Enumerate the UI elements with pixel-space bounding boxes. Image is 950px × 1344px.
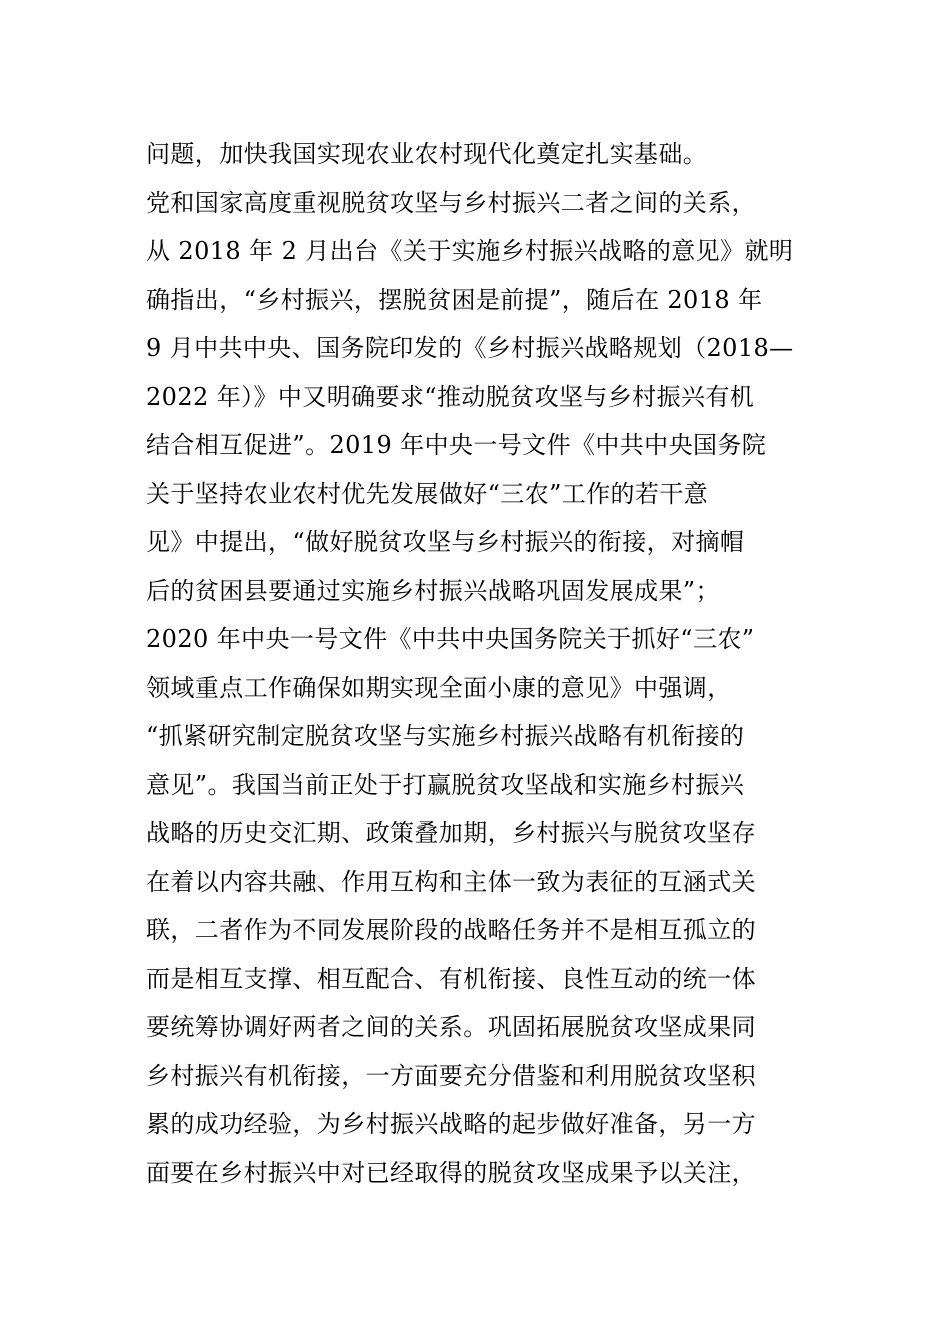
text-line: 在着以内容共融、作用互构和主体一致为表征的互涵式关 — [146, 867, 756, 896]
text-line: 后的贫困县要通过实施乡村振兴战略巩固发展成果”； — [146, 576, 720, 605]
text-line: 意见”。我国当前正处于打赢脱贫攻坚战和实施乡村振兴 — [146, 770, 745, 799]
text-line: 问题，加快我国实现农业农村现代化奠定扎实基础。 — [146, 140, 708, 168]
text-line: 2020 年中央一号文件《中共中央国务院关于抓好“三农” — [146, 625, 755, 653]
text-line: 领域重点工作确保如期实现全面小康的意见》中强调， — [146, 673, 732, 702]
text-line: 结合相互促进”。2019 年中央一号文件《中共中央国务院 — [146, 431, 767, 459]
text-line: 确指出，“乡村振兴，摆脱贫困是前提”，随后在 2018 年 — [146, 285, 763, 314]
text-line: 要统筹协调好两者之间的关系。巩固拓展脱贫攻坚成果同 — [146, 1013, 756, 1041]
text-line: 面要在乡村振兴中对已经取得的脱贫攻坚成果予以关注， — [146, 1158, 756, 1187]
text-line: 关于坚持农业农村优先发展做好“三农”工作的若干意 — [146, 479, 709, 508]
text-line: 见》中提出，“做好脱贫攻坚与乡村振兴的衔接，对摘帽 — [146, 528, 745, 556]
text-line: 2022 年）》中又明确要求“推动脱贫攻坚与乡村振兴有机 — [146, 382, 755, 411]
text-line: 战略的历史交汇期、政策叠加期，乡村振兴与脱贫攻坚存 — [146, 819, 756, 847]
text-line: 从 2018 年 2 月出台《关于实施乡村振兴战略的意见》就明 — [146, 237, 794, 265]
text-line: “抓紧研究制定脱贫攻坚与实施乡村振兴战略有机衔接的 — [146, 722, 745, 750]
body-text — [146, 130, 816, 1197]
text-line: 累的成功经验，为乡村振兴战略的起步做好准备，另一方 — [146, 1110, 756, 1138]
text-line: 联，二者作为不同发展阶段的战略任务并不是相互孤立的 — [146, 916, 756, 944]
text-line: 9 月中共中央、国务院印发的《乡村振兴战略规划（2018— — [146, 334, 794, 362]
text-line: 而是相互支撑、相互配合、有机衔接、良性互动的统一体 — [146, 964, 756, 993]
text-line: 乡村振兴有机衔接，一方面要充分借鉴和利用脱贫攻坚积 — [146, 1061, 756, 1090]
text-line: 党和国家高度重视脱贫攻坚与乡村振兴二者之间的关系， — [146, 188, 756, 217]
